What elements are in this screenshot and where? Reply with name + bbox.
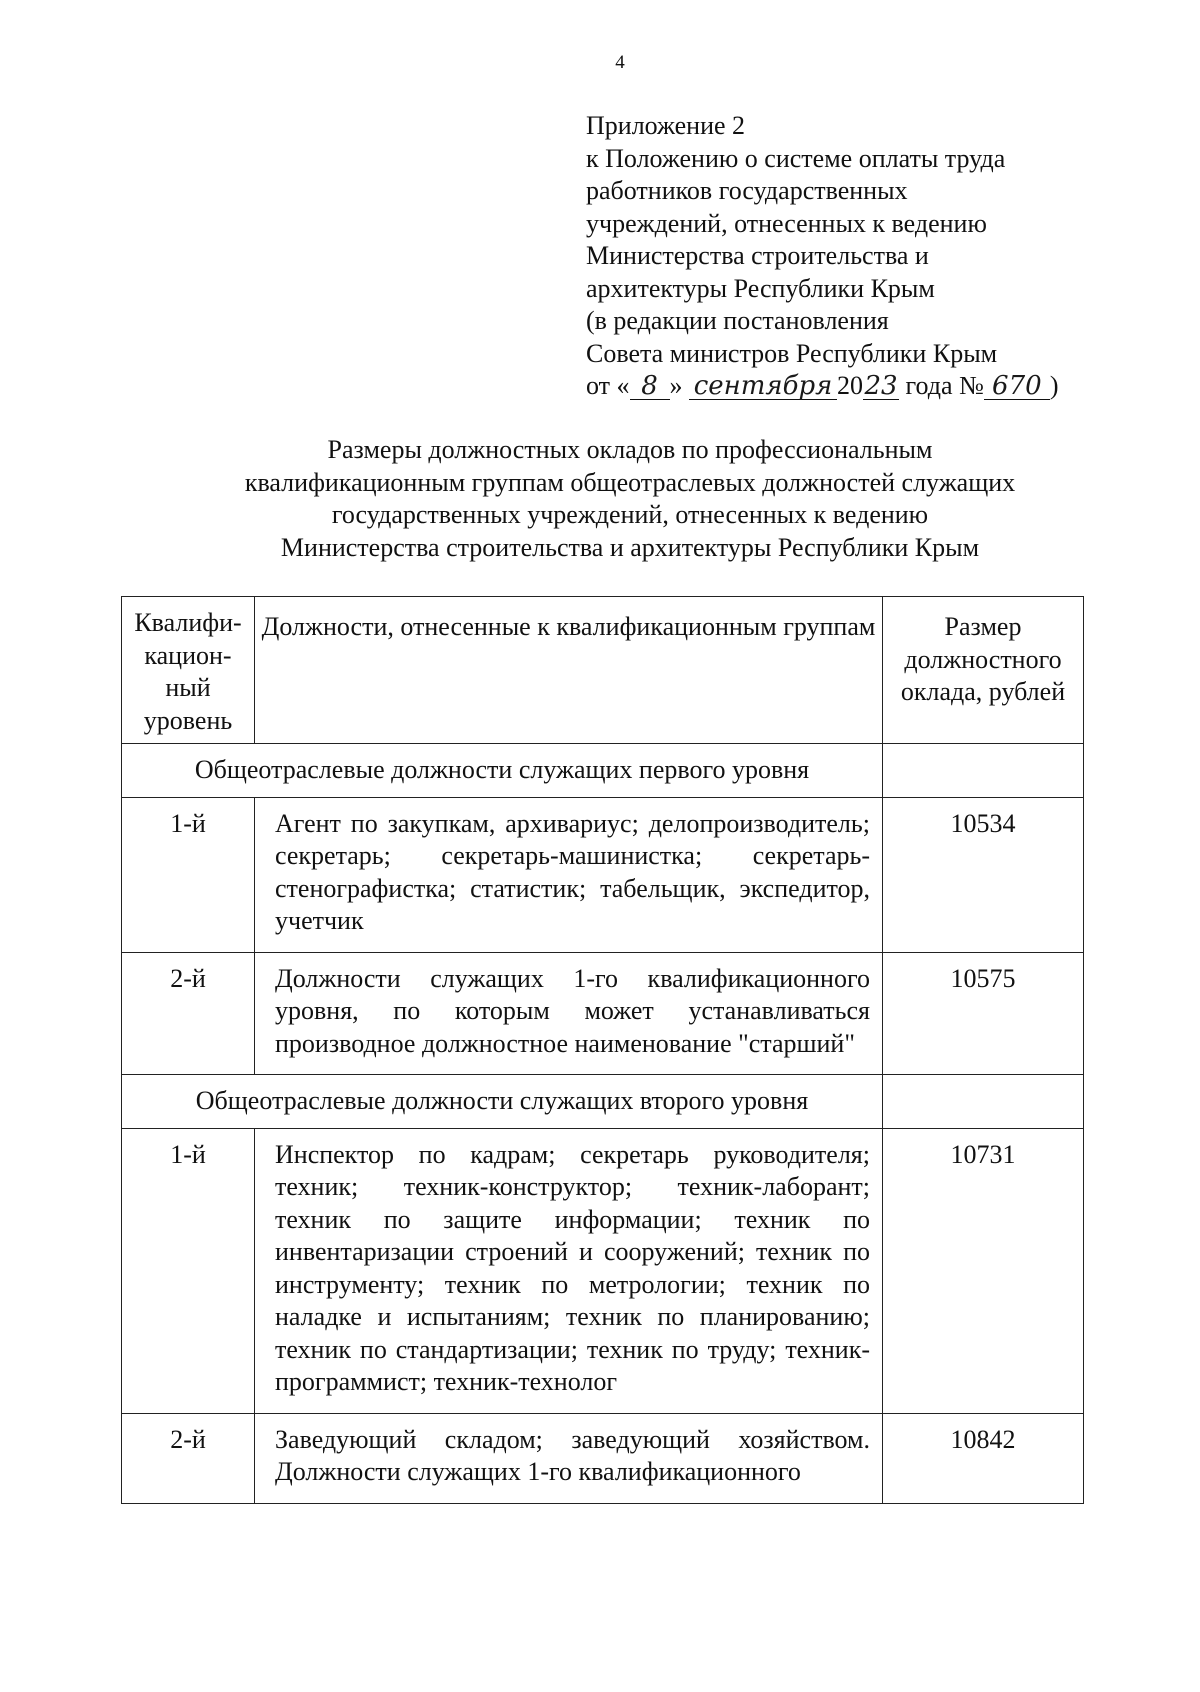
table-row <box>122 952 1084 1075</box>
annex-line: (в редакции постановления <box>586 306 889 335</box>
level-cell: 1-й <box>122 797 255 952</box>
salary-cell: 10842 <box>883 1413 1084 1503</box>
group-row <box>122 1075 1084 1129</box>
annex-line: к Положению о системе оплаты труда <box>586 143 1006 173</box>
level-cell: 2-й <box>122 952 255 1075</box>
annex-line: Совета министров Республики Крым <box>586 338 998 368</box>
salary-cell: 10731 <box>883 1128 1084 1413</box>
level-cell: 1-й <box>122 1128 255 1413</box>
annex-block <box>586 110 1106 403</box>
date-prefix: от « <box>586 371 630 400</box>
handwritten-month: сентября <box>689 373 837 400</box>
posts-cell: Заведующий складом; заведующий хозяйством. Должности служащих 1-го квалификационного <box>255 1413 883 1503</box>
posts-cell: Инспектор по кадрам; секретарь руководителя; техник; техник-конструктор; техник-лаборант; техник по защите информации; техник по инвентаризации строений и сооружений; техник по инструменту; техник по метрологии; техник по наладке и испытаниям; техник по планированию; техник по стандартизации; техник по труду; техник-программист; техник-технолог <box>255 1128 883 1413</box>
header-level: Квалифи-кацион-ный уровень <box>122 597 255 744</box>
title-line: квалификационным группам общеотраслевых должностей служащих <box>244 467 1016 497</box>
group-title: Общеотраслевые должности служащих первого уровня <box>122 744 883 798</box>
handwritten-number: 670 <box>984 373 1050 400</box>
salary-cell: 10575 <box>883 952 1084 1075</box>
table-header-row <box>122 597 1084 744</box>
annex-line: архитектуры Республики Крым <box>586 273 935 303</box>
table-row <box>122 797 1084 952</box>
year-prefix: 20 <box>837 371 864 400</box>
posts-cell: Агент по закупкам, архивариус; делопроизводитель; секретарь; секретарь-машинистка; секретарь-стенографистка; статистик; табельщик, экспедитор, учетчик <box>255 797 883 952</box>
group-salary-empty <box>883 1075 1084 1129</box>
table-row <box>122 1128 1084 1413</box>
date-day-close: » <box>669 371 683 400</box>
group-title: Общеотраслевые должности служащих второго уровня <box>122 1075 883 1129</box>
salary-cell: 10534 <box>883 797 1084 952</box>
handwritten-day: 8 <box>630 373 670 400</box>
table-row <box>122 1413 1084 1503</box>
salary-table <box>121 596 1084 1504</box>
group-salary-empty <box>883 744 1084 798</box>
level-cell: 2-й <box>122 1413 255 1503</box>
title-line: государственных учреждений, отнесенных к ведению <box>331 500 929 529</box>
annex-line: Приложение 2 <box>586 111 746 140</box>
title-line: Министерства строительства и архитектуры Республики Крым <box>280 532 980 562</box>
header-salary: Размер должностного оклада, рублей <box>883 597 1084 744</box>
group-row <box>122 744 1084 798</box>
header-posts: Должности, отнесенные к квалификационным группам <box>255 597 883 744</box>
document-title <box>150 434 1110 564</box>
title-line: Размеры должностных окладов по профессиональным <box>327 435 933 464</box>
annex-date-line <box>586 370 1106 403</box>
posts-cell: Должности служащих 1-го квалификационного уровня, по которым может устанавливаться производное должностное наименование "старший" <box>255 952 883 1075</box>
annex-line: Министерства строительства и <box>586 241 929 270</box>
handwritten-year: 23 <box>864 371 898 401</box>
year-word: года № <box>905 371 984 400</box>
annex-line: работников государственных <box>586 176 908 205</box>
closing-bracket: ) <box>1049 371 1059 400</box>
annex-line: учреждений, отнесенных к ведению <box>586 208 987 238</box>
page-number: 4 <box>615 52 625 73</box>
